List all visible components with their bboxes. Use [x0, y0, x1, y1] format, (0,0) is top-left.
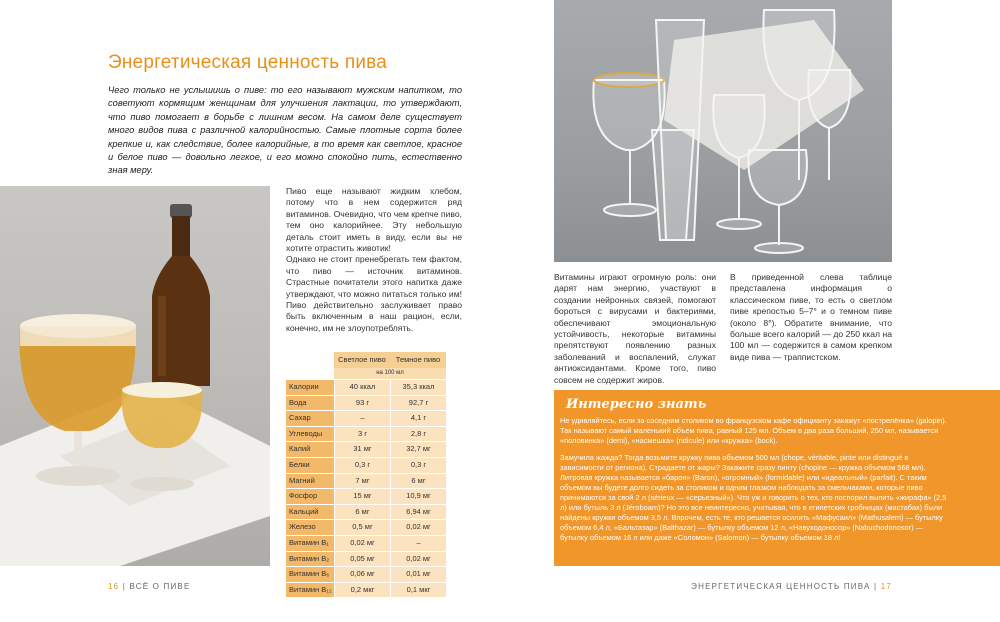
nutrient-name: Калории: [286, 380, 334, 395]
light-beer-value: –: [334, 411, 390, 426]
nutrient-name: Магний: [286, 474, 334, 489]
nutrition-table: [286, 352, 446, 597]
light-beer-value: 31 мг: [334, 442, 390, 457]
table-row: [286, 379, 446, 395]
table-header: [286, 352, 446, 368]
nutrient-name: Кальций: [286, 505, 334, 520]
footer-separator-right: |: [873, 582, 878, 591]
interesting-facts-box: [554, 390, 1000, 566]
page-number-left: 16: [108, 582, 120, 591]
table-row: [286, 441, 446, 457]
dark-beer-value: 10,9 мг: [390, 489, 446, 504]
dark-beer-value: 6,94 мг: [390, 505, 446, 520]
right-column-2: В приведенной слева таблице представлена информация о классическом пиве, то есть о светлом пиве крепостью 5–7° и о темном пиве (около 8°). Обратите внимание, что больше всего калорий — до 250 ккал на 100 мл — содержится в самом крепком виде пива — траппистском.: [730, 272, 892, 362]
footer-right: [691, 582, 892, 591]
footer-separator-left: |: [122, 582, 127, 591]
dark-beer-value: 32,7 мг: [390, 442, 446, 457]
table-row: [286, 488, 446, 504]
page-title: Энергетическая ценность пива: [108, 52, 387, 73]
col-light-beer: Светлое пиво: [334, 352, 390, 368]
nutrient-name: Витамин B₁₂: [286, 583, 334, 598]
dark-beer-value: 0,1 мкг: [390, 583, 446, 598]
dark-beer-value: 6 мг: [390, 474, 446, 489]
glasses-photo: [554, 0, 892, 262]
nutrient-name: Белки: [286, 458, 334, 473]
table-row: [286, 426, 446, 442]
light-beer-value: 0,5 мг: [334, 520, 390, 535]
nutrient-name: Витамин B₂: [286, 552, 334, 567]
table-row: [286, 535, 446, 551]
table-row: [286, 519, 446, 535]
footer-left: [108, 582, 191, 591]
nutrient-name: Фосфор: [286, 489, 334, 504]
dark-beer-value: –: [390, 536, 446, 551]
table-unit-row: [286, 368, 446, 379]
beer-photo: [0, 186, 270, 566]
beer-bottle-icon: [152, 204, 210, 386]
dark-beer-value: 2,8 г: [390, 427, 446, 442]
infobox-paragraph-1: Не удивляйтесь, если за соседним столиком во французском кафе официанту закажут «пострелёнка» (galopin). Так называют самый маленький объем пива, равный 125 мл. Объем в два раза больший, 250 мл, называется «половинка» (demi), «насмешка» (ridicule) или «кружка» (bock).: [560, 416, 947, 445]
dark-beer-value: 0,3 г: [390, 458, 446, 473]
light-beer-value: 3 г: [334, 427, 390, 442]
nutrient-name: Витамин B₆: [286, 567, 334, 582]
table-row: [286, 566, 446, 582]
light-beer-value: 0,3 г: [334, 458, 390, 473]
table-row: [286, 473, 446, 489]
light-beer-value: 0,06 мг: [334, 567, 390, 582]
light-beer-value: 7 мг: [334, 474, 390, 489]
infobox-paragraph-2: Замучила жажда? Тогда возьмите кружку пива объемом 500 мл (chope, véritable, pinte или distingué в зависимости от региона). Страдаете от жары? Закажите сразу пинту (chopine — кружка объемом 568 мл). Литровая кружка называется «барон» (Baron), «огромный» (formidable) или «идеальный» (parfait). С таким объемом вы будете долго сидеть за столиком и одним глазком наблюдать за смельчаками, которые пиво принимаются за свой 2 л (sérieux — «серьезный»). Что уж и говорить о тех, кто поспорил выпить «жирафа» (2,5 л) или бутыль 3 л (Jéroboam)? Но это все неинтересно, учитывая, что в египетских гробницах (мастабах) были найдены кружки объемом 3,5 л. Впрочем, есть те, кто решается осилить «Мафусаил» (Mathusalem) — бутылку объемом 6,4 л, «Бальтазар» (Balthazar) — бутылку объемом 12 л, «Навуходоносор» (Nabuchodonosor) — бутылку объемом 16 л или даже «Соломон» (Salomon) — бутылку объемом 18 л!: [560, 453, 947, 542]
nutrient-name: Калий: [286, 442, 334, 457]
table-row: [286, 395, 446, 411]
col-dark-beer: Темное пиво: [390, 352, 446, 368]
running-head-left: ВСЁ О ПИВЕ: [129, 582, 191, 591]
body-paragraph-2: Однако не стоит пренебрегать тем фактом, что пиво — источник витаминов. Страстные почитатели этого напитка даже утверждают, что можно питаться только им! Пиво действительно заслуживает право быть включенным в наш рацион, если, конечно, им не злоупотреблять.: [286, 254, 462, 333]
table-row: [286, 410, 446, 426]
dark-beer-value: 4,1 г: [390, 411, 446, 426]
nutrient-name: Витамин B₁: [286, 536, 334, 551]
table-unit: на 100 мл: [334, 368, 446, 379]
lead-paragraph: Чего только не услышишь о пиве: то его называют мужским напитком, то советуют кормящим женщинам для улучшения лактации, то утверждают, что пиво помогает в борьбе с лишним весом. На самом деле существует много видов пива с различной калорийностью. Самые плотные сорта более крепкие и, как следствие, более калорийные, в то время как светлое, красное и белое пиво — довольно легкое, и его можно спокойно пить, естественно зная меру.: [108, 85, 462, 176]
light-beer-value: 0,2 мкг: [334, 583, 390, 598]
table-row: [286, 457, 446, 473]
dark-beer-value: 92,7 г: [390, 396, 446, 411]
dark-beer-value: 0,02 мг: [390, 552, 446, 567]
dark-beer-value: 0,01 мг: [390, 567, 446, 582]
nutrient-name: Углеводы: [286, 427, 334, 442]
running-head-right: ЭНЕРГЕТИЧЕСКАЯ ЦЕННОСТЬ ПИВА: [691, 582, 871, 591]
light-beer-value: 0,05 мг: [334, 552, 390, 567]
nutrient-name: Вода: [286, 396, 334, 411]
nutrient-name: Железо: [286, 520, 334, 535]
infobox-body: [560, 416, 950, 550]
dark-beer-value: 0,02 мг: [390, 520, 446, 535]
light-beer-value: 15 мг: [334, 489, 390, 504]
light-beer-value: 0,02 мг: [334, 536, 390, 551]
nutrient-name: Сахар: [286, 411, 334, 426]
page-number-right: 17: [880, 582, 892, 591]
light-beer-value: 93 г: [334, 396, 390, 411]
light-beer-value: 6 мг: [334, 505, 390, 520]
dark-beer-value: 35,3 ккал: [390, 380, 446, 395]
table-row: [286, 582, 446, 598]
light-beer-value: 40 ккал: [334, 380, 390, 395]
right-page: [500, 0, 1000, 622]
infobox-heading: Интересно знать: [566, 397, 707, 412]
body-text: [286, 186, 462, 334]
right-column-1: Витамины играют огромную роль: они дарят нам энергию, участвуют в создании нейронных связей, помогают бороться с вирусами и бактериями, обеспечивают эмоциональную устойчивость, некоторые витамины препятствуют появлению разных заболеваний и воспалений, служат антиоксидантами. Кроме того, пиво совсем не содержит жиров.: [554, 272, 716, 385]
body-paragraph-1: Пиво еще называют жидким хлебом, потому что в нем содержится ряд витаминов. Очевидно, что чем крепче пиво, тем оно калорийнее. Эту небольшую деталь стоит иметь в виду, если вы не хотите отрастить животик!: [286, 186, 462, 254]
table-row: [286, 504, 446, 520]
table-row: [286, 551, 446, 567]
